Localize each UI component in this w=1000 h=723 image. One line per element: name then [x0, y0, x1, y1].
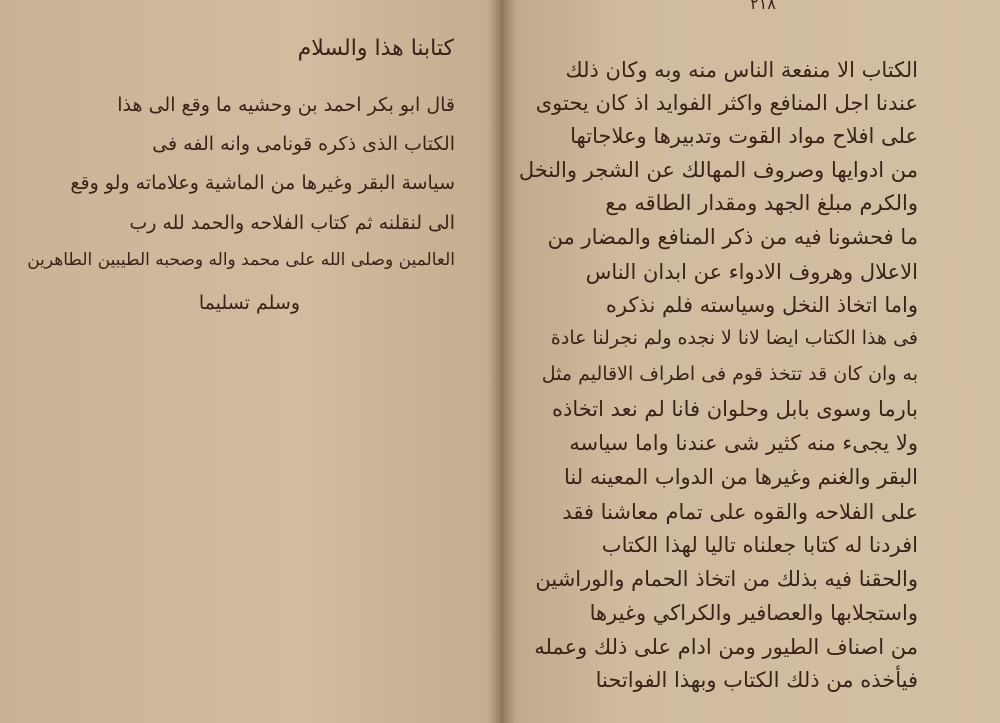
right-text-line: ما فحشونا فيه من ذكر المنافع والمضار من — [547, 225, 918, 249]
right-text-line: على الفلاحه والقوه على تمام معاشنا فقد — [562, 500, 918, 524]
left-page-heading: كتابنا هذا والسلام — [297, 36, 454, 61]
right-text-line: به وان كان قد تتخذ قوم فى اطراف الاقاليم مثل — [541, 363, 918, 385]
left-text-line: العالمين وصلى الله على محمد واله وصحبه الطيبين الطاهرين — [27, 250, 455, 270]
right-text-line: واستجلابها والعصافير والكراكي وغيرها — [589, 601, 918, 625]
right-text-line: فى هذا الكتاب ايضا لانا لا نجده ولم نجرلنا عادة — [550, 327, 918, 349]
right-text-line: والحقنا فيه بذلك من اتخاذ الحمام والوراشين — [535, 567, 918, 591]
left-text-line: قال ابو بكر احمد بن وحشيه ما وقع الى هذا — [117, 94, 455, 116]
right-text-line: من ادوايها وصروف المهالك عن الشجر والنخل — [518, 158, 918, 182]
right-text-line: البقر والغنم وغيرها من الدواب المعينه لنا — [564, 465, 918, 489]
right-text-line: الاعلال وهروف الادواء عن ابدان الناس — [585, 260, 918, 284]
right-text-line: من اصناف الطيور ومن ادام على ذلك وعمله — [534, 635, 918, 659]
right-text-line: والكرم مبلغ الجهد ومقدار الطاقه مع — [605, 191, 918, 215]
left-text-line: وسلم تسليما — [198, 292, 300, 314]
right-text-line: واما اتخاذ النخل وسياسته فلم نذكره — [605, 293, 918, 317]
right-text-line: الكتاب الا منفعة الناس منه وبه وكان ذلك — [565, 58, 918, 82]
left-text-line: الى لنقلنه ثم كتاب الفلاحه والحمد لله رب — [129, 212, 455, 234]
right-text-line: على افلاح مواد القوت وتدبيرها وعلاجاتها — [570, 124, 918, 148]
right-text-line: عندنا اجل المنافع واكثر الفوايد اذ كان يحتوى — [535, 91, 918, 115]
right-text-line: ولا يجىء منه كثير شى عندنا واما سياسه — [569, 431, 918, 455]
left-text-line: الكتاب الذى ذكره قونامى وانه الفه فى — [152, 133, 455, 155]
right-page — [500, 0, 1000, 723]
page-number: ٢١٨ — [750, 0, 776, 13]
book-gutter — [488, 0, 516, 723]
right-text-line: فيأخذه من ذلك الكتاب وبهذا الفواتحنا — [595, 668, 918, 692]
right-text-line: افردنا له كتابا جعلناه تاليا لهذا الكتاب — [601, 533, 918, 557]
right-text-line: بارما وسوى بابل وحلوان فانا لم نعد اتخاذه — [552, 397, 918, 421]
left-text-line: سياسة البقر وغيرها من الماشية وعلاماته ولو وقع — [70, 172, 455, 194]
